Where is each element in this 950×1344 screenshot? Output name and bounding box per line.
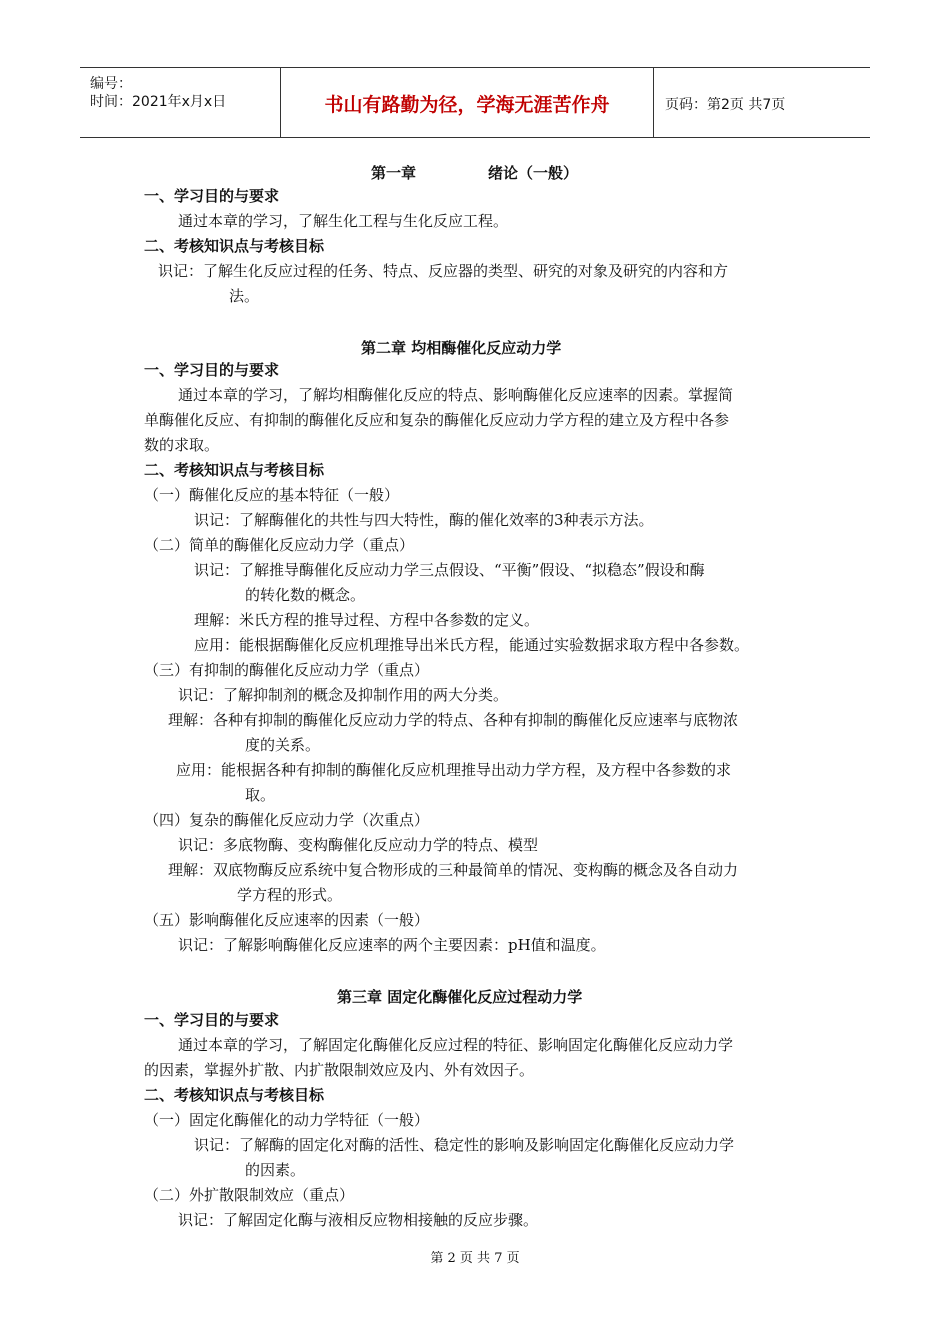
body-line: 识记：多底物酶、变构酶催化反应动力学的特点、模型 — [178, 836, 539, 854]
body-line: 识记：了解推导酶催化反应动力学三点假设、“平衡”假设、“拟稳态”假设和酶 — [194, 561, 705, 579]
body-line: 取。 — [245, 786, 276, 804]
body-line: 通过本章的学习，了解生化工程与生化反应工程。 — [178, 212, 509, 230]
page-number: 页码：第2页 共7页 — [665, 97, 786, 113]
page-header — [80, 67, 870, 138]
body-line: 识记：了解生化反应过程的任务、特点、反应器的类型、研究的对象及研究的内容和方 — [158, 262, 729, 280]
body-line: 的因素。 — [245, 1161, 306, 1179]
body-line: 学方程的形式。 — [237, 886, 343, 904]
header-page-cell — [655, 68, 870, 137]
subsection-heading: （二）外扩散限制效应（重点） — [144, 1186, 355, 1204]
page-footer: 第 2 页 共 7 页 — [430, 1251, 520, 1266]
body-line: 的转化数的概念。 — [245, 586, 366, 604]
body-line: 理解：双底物酶反应系统中复合物形成的三种最简单的情况、变构酶的概念及各自动力 — [168, 861, 739, 879]
header-motto-cell — [281, 68, 654, 137]
body-line: 识记：了解酶催化的共性与四大特性，酶的催化效率的3种表示方法。 — [194, 511, 654, 529]
chapter-1-title: 绪论（一般） — [488, 164, 579, 182]
body-line: 理解：各种有抑制的酶催化反应动力学的特点、各种有抑制的酶催化反应速率与底物浓 — [168, 711, 739, 729]
body-line: 的因素，掌握外扩散、内扩散限制效应及内、外有效因子。 — [144, 1061, 535, 1079]
body-line: 通过本章的学习，了解固定化酶催化反应过程的特征、影响固定化酶催化反应动力学 — [178, 1036, 734, 1054]
body-line: 识记：了解酶的固定化对酶的活性、稳定性的影响及影响固定化酶催化反应动力学 — [194, 1136, 735, 1154]
subsection-heading: （四）复杂的酶催化反应动力学（次重点） — [144, 811, 430, 829]
chapter-3-title: 第三章 固定化酶催化反应过程动力学 — [337, 988, 583, 1006]
subsection-heading: （二）简单的酶催化反应动力学（重点） — [144, 536, 415, 554]
section-heading: 一、学习目的与要求 — [144, 361, 280, 379]
body-line: 应用：能根据各种有抑制的酶催化反应机理推导出动力学方程，及方程中各参数的求 — [176, 761, 732, 779]
body-line: 识记：了解抑制剂的概念及抑制作用的两大分类。 — [178, 686, 509, 704]
subsection-heading: （一）固定化酶催化的动力学特征（一般） — [144, 1111, 430, 1129]
body-line: 法。 — [229, 287, 260, 305]
body-line: 单酶催化反应、有抑制的酶催化反应和复杂的酶催化反应动力学方程的建立及方程中各参 — [144, 411, 730, 429]
section-heading: 一、学习目的与要求 — [144, 1011, 280, 1029]
body-line: 应用：能根据酶催化反应机理推导出米氏方程，能通过实验数据求取方程中各参数。 — [194, 636, 750, 654]
header-info-cell — [80, 68, 281, 137]
subsection-heading: （一）酶催化反应的基本特征（一般） — [144, 486, 400, 504]
body-line: 数的求取。 — [144, 436, 220, 454]
body-line: 理解：米氏方程的推导过程、方程中各参数的定义。 — [194, 611, 540, 629]
motto: 书山有路勤为径，学海无涯苦作舟 — [324, 94, 610, 116]
body-line: 识记：了解影响酶催化反应速率的两个主要因素：pH值和温度。 — [178, 936, 606, 954]
body-line: 度的关系。 — [245, 736, 321, 754]
date-label: 时间：2021年x月x日 — [90, 94, 227, 110]
chapter-2-title: 第二章 均相酶催化反应动力学 — [361, 339, 562, 357]
subsection-heading: （五）影响酶催化反应速率的因素（一般） — [144, 911, 430, 929]
chapter-1-number: 第一章 — [371, 164, 417, 182]
section-heading: 一、学习目的与要求 — [144, 187, 280, 205]
section-heading: 二、考核知识点与考核目标 — [144, 461, 325, 479]
section-heading: 二、考核知识点与考核目标 — [144, 1086, 325, 1104]
subsection-heading: （三）有抑制的酶催化反应动力学（重点） — [144, 661, 430, 679]
body-line: 识记：了解固定化酶与液相反应物相接触的反应步骤。 — [178, 1211, 539, 1229]
serial-label: 编号： — [90, 76, 132, 92]
body-line: 通过本章的学习，了解均相酶催化反应的特点、影响酶催化反应速率的因素。掌握简 — [178, 386, 734, 404]
section-heading: 二、考核知识点与考核目标 — [144, 237, 325, 255]
